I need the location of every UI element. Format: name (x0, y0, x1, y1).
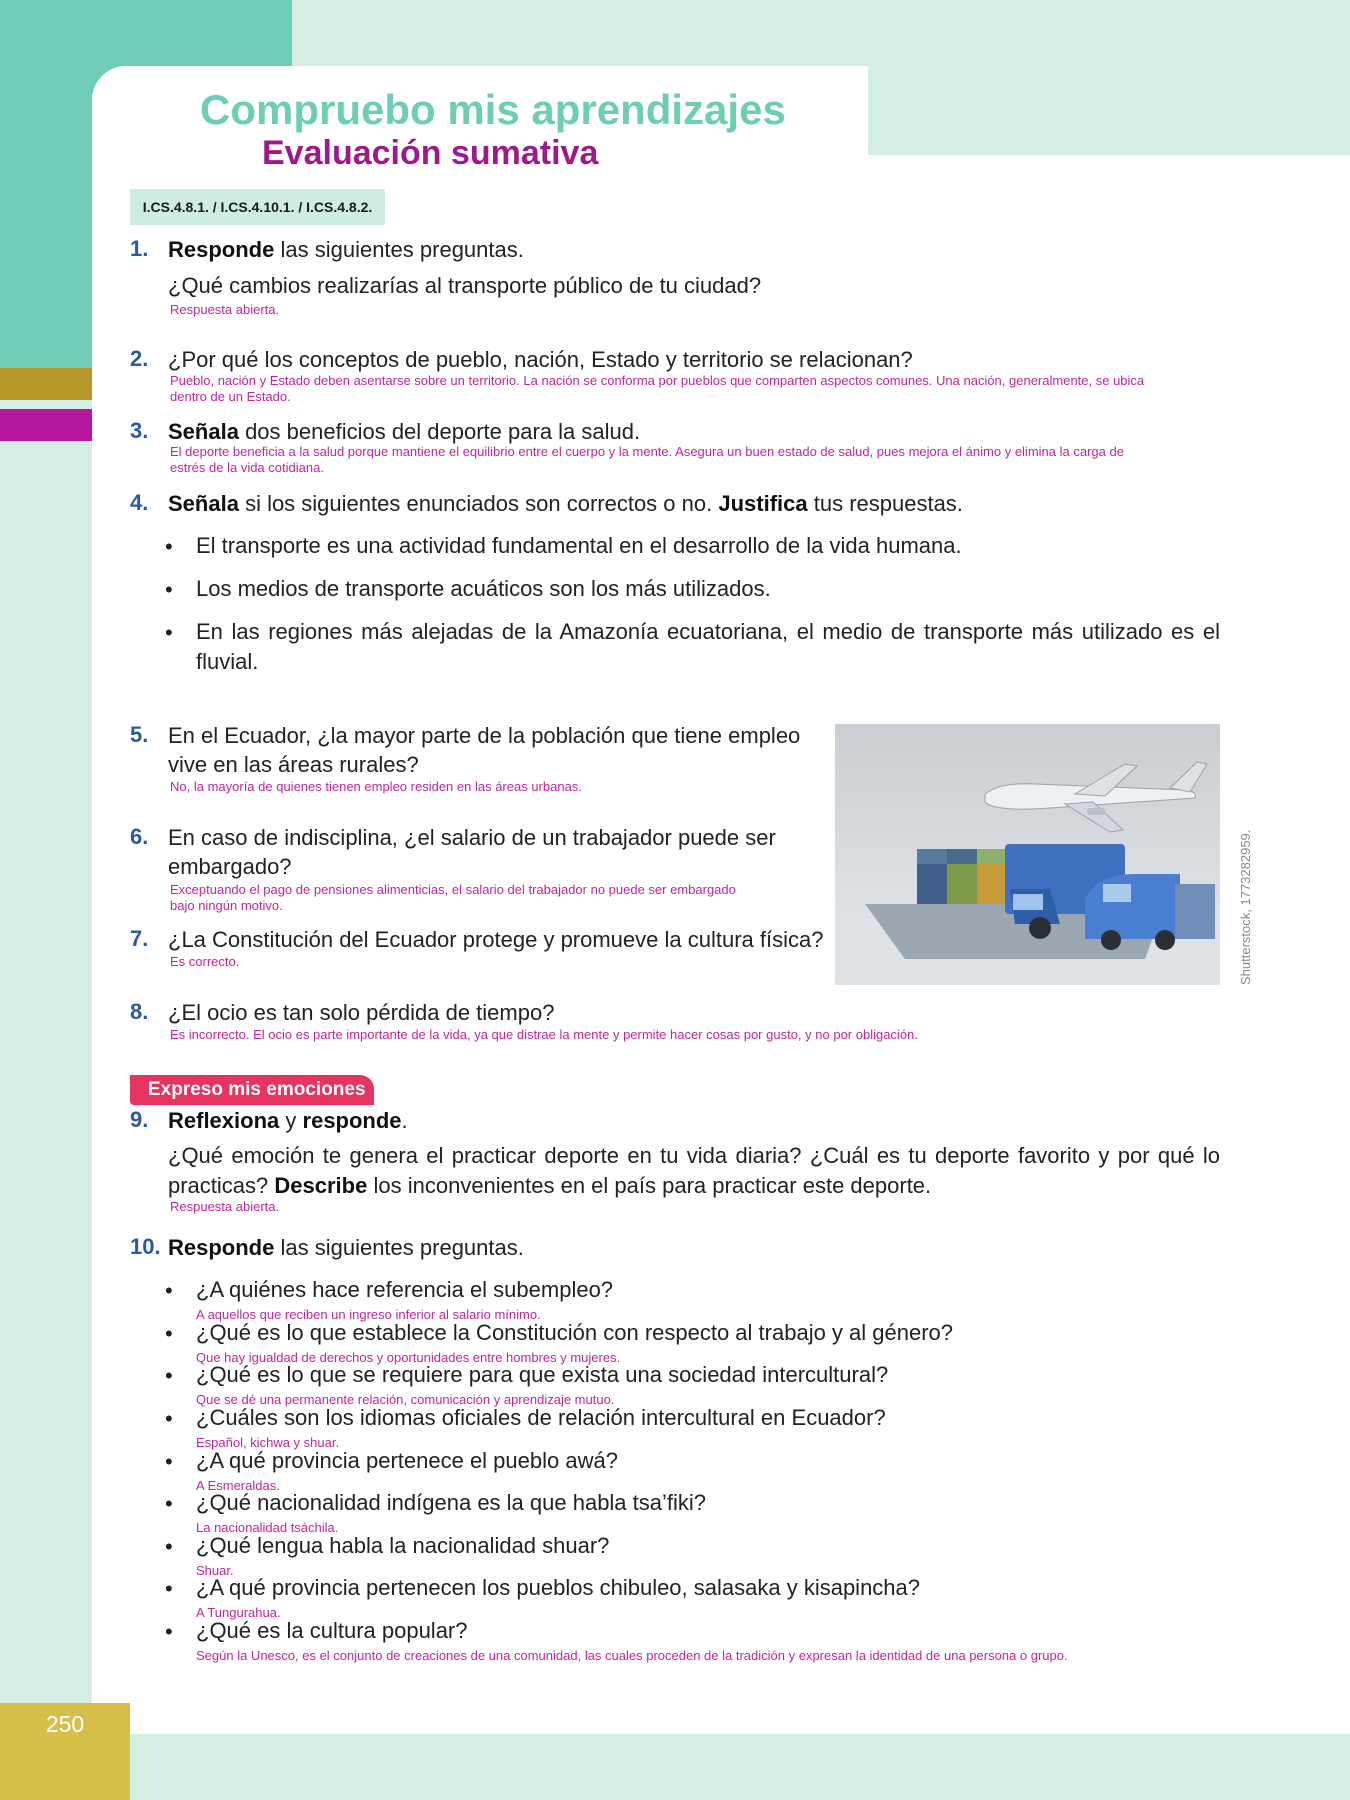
bullet: • (165, 577, 173, 602)
q10-item-3: ¿Qué es lo que se requiere para que exista una sociedad intercultural? (196, 1362, 889, 1387)
question-2: ¿Por qué los conceptos de pueblo, nación, Estado y territorio se relacionan? (168, 347, 913, 372)
bullet: • (165, 1449, 173, 1474)
question-3 (168, 417, 640, 447)
q10-answer-6: La nacionalidad tsáchila. (196, 1520, 339, 1535)
magenta-side-strip (0, 409, 92, 441)
answer-6-line-1: Exceptuando el pago de pensiones alimenticias, el salario del trabajador no puede ser embargado (170, 882, 736, 897)
answer-1: Respuesta abierta. (170, 302, 280, 317)
q4-verb-2: Justifica (718, 491, 808, 516)
answer-8: Es incorrecto. El ocio es parte importante de la vida, ya que distrae la mente y permite hacer cosas por gusto, y no por obligación. (170, 1027, 918, 1042)
q4-item-2: Los medios de transporte acuáticos son los más utilizados. (196, 576, 771, 601)
q10-item-1: ¿A quiénes hace referencia el subempleo? (196, 1277, 614, 1302)
question-number-7: 7. (130, 926, 149, 951)
answer-6-line-2: bajo ningún motivo. (170, 898, 283, 913)
bullet: • (165, 1534, 173, 1559)
bullet: • (165, 534, 173, 559)
question-1 (168, 235, 524, 265)
q9-end: . (401, 1108, 408, 1133)
bullet: • (165, 1278, 173, 1303)
photo-credit: Shutterstock, 1773282959. (1238, 829, 1253, 985)
question-9-sub (168, 1141, 1220, 1201)
answer-7: Es correcto. (170, 954, 240, 969)
page-number: 250 (45, 1711, 85, 1737)
q9-verb: Reflexiona (168, 1108, 280, 1133)
bullet: • (165, 1321, 173, 1346)
q1-text: las siguientes preguntas. (280, 237, 524, 262)
question-5-line-2: vive en las áreas rurales? (168, 752, 419, 777)
bullet: • (165, 1491, 173, 1516)
bullet: • (165, 1363, 173, 1388)
answer-5: No, la mayoría de quienes tienen empleo residen en las áreas urbanas. (170, 779, 582, 794)
q9-sub-verb: Describe (274, 1173, 368, 1198)
q10-answer-2: Que hay igualdad de derechos y oportunidades entre hombres y mujeres. (196, 1350, 621, 1365)
question-4 (168, 489, 963, 519)
question-number-6: 6. (130, 824, 149, 849)
question-number-10: 10. (130, 1234, 161, 1259)
answer-3-line-1: El deporte beneficia a la salud porque mantiene el equilibrio entre el cuerpo y la mente. Asegura un buen estado de salud, pues mejora el ánimo y elimina la carga de (170, 444, 1124, 459)
question-number-2: 2. (130, 346, 149, 371)
q10-item-8: ¿A qué provincia pertenecen los pueblos chibuleo, salasaka y kisapincha? (196, 1575, 921, 1600)
q4-text-2: tus respuestas. (813, 491, 963, 516)
q3-verb: Señala (168, 419, 239, 444)
indicator-codes: I.CS.4.8.1. / I.CS.4.10.1. / I.CS.4.8.2. (130, 189, 385, 225)
question-1-sub: ¿Qué cambios realizarías al transporte público de tu ciudad? (168, 273, 762, 298)
q9-sub-text: ¿Qué emoción te genera el practicar deporte en tu vida diaria? ¿Cuál es tu deporte favorito y por qué lo practicas? (168, 1143, 1220, 1198)
q10-item-7: ¿Qué lengua habla la nacionalidad shuar? (196, 1533, 610, 1558)
q10-answer-4: Español, kichwa y shuar. (196, 1435, 340, 1450)
question-5-line-1: En el Ecuador, ¿la mayor parte de la población que tiene empleo (168, 723, 801, 748)
q9-mid: y (285, 1108, 297, 1133)
q9-verb-2: responde (302, 1108, 402, 1133)
page-subtitle: Evaluación sumativa (262, 134, 599, 172)
question-9 (168, 1106, 408, 1136)
footer-band (130, 1734, 1350, 1800)
q10-item-6: ¿Qué nacionalidad indígena es la que habla tsa’fiki? (196, 1490, 707, 1515)
q4-verb: Señala (168, 491, 239, 516)
q10-answer-8: A Tungurahua. (196, 1605, 281, 1620)
answer-3-line-2: estrés de la vida cotidiana. (170, 460, 324, 475)
q4-item-3: En las regiones más alejadas de la Amazonía ecuatoriana, el medio de transporte más utilizado es el fluvial. (196, 619, 1220, 674)
q1-verb: Responde (168, 237, 275, 262)
question-number-9: 9. (130, 1107, 149, 1132)
question-number-3: 3. (130, 418, 149, 443)
bullet: • (165, 1619, 173, 1644)
q10-answer-3: Que se dé una permanente relación, comunicación y aprendizaje mutuo. (196, 1392, 615, 1407)
van-icon (1085, 874, 1215, 950)
transport-photo (835, 724, 1220, 985)
q3-text: dos beneficios del deporte para la salud. (245, 419, 641, 444)
emotions-label: Expreso mis emociones (130, 1075, 374, 1105)
q9-sub-end: los inconvenientes en el país para practicar este deporte. (373, 1173, 932, 1198)
bullet: • (165, 1406, 173, 1431)
q10-answer-7: Shuar. (196, 1563, 234, 1578)
q10-item-9: ¿Qué es la cultura popular? (196, 1618, 468, 1643)
question-number-4: 4. (130, 490, 149, 515)
bullet: • (165, 620, 173, 645)
q10-item-4: ¿Cuáles son los idiomas oficiales de relación intercultural en Ecuador? (196, 1405, 886, 1430)
q10-text: las siguientes preguntas. (280, 1235, 524, 1260)
question-number-8: 8. (130, 999, 149, 1024)
q10-answer-5: A Esmeraldas. (196, 1478, 280, 1493)
page-title: Compruebo mis aprendizajes (200, 86, 786, 133)
question-number-1: 1. (130, 236, 149, 261)
question-10 (168, 1233, 524, 1263)
q4-item-1: El transporte es una actividad fundamental en el desarrollo de la vida humana. (196, 533, 962, 558)
question-6-line-1: En caso de indisciplina, ¿el salario de un trabajador puede ser (168, 825, 776, 850)
answer-2-line-1: Pueblo, nación y Estado deben asentarse sobre un territorio. La nación se conforma por pueblos que comparten aspectos comunes. Una nación, generalmente, se ubica (170, 373, 1145, 388)
olive-side-strip (0, 368, 92, 400)
question-6-line-2: embargado? (168, 854, 292, 879)
question-number-5: 5. (130, 722, 149, 747)
q10-item-5: ¿A qué provincia pertenece el pueblo awá? (196, 1448, 618, 1473)
q10-answer-1: A aquellos que reciben un ingreso inferior al salario mínimo. (196, 1307, 541, 1322)
answer-2-line-2: dentro de un Estado. (170, 389, 291, 404)
q10-verb: Responde (168, 1235, 275, 1260)
q10-item-2: ¿Qué es lo que establece la Constitución con respecto al trabajo y al género? (196, 1320, 954, 1345)
answer-9: Respuesta abierta. (170, 1199, 280, 1214)
q4-text: si los siguientes enunciados son correctos o no. (245, 491, 713, 516)
question-8: ¿El ocio es tan solo pérdida de tiempo? (168, 1000, 555, 1025)
question-7: ¿La Constitución del Ecuador protege y promueve la cultura física? (168, 927, 824, 952)
bullet: • (165, 1576, 173, 1601)
q10-answer-9: Según la Unesco, es el conjunto de creaciones de una comunidad, las cuales proceden de la tradición y expresan la identidad de una persona o grupo. (196, 1648, 1068, 1663)
header-band (868, 0, 1350, 155)
